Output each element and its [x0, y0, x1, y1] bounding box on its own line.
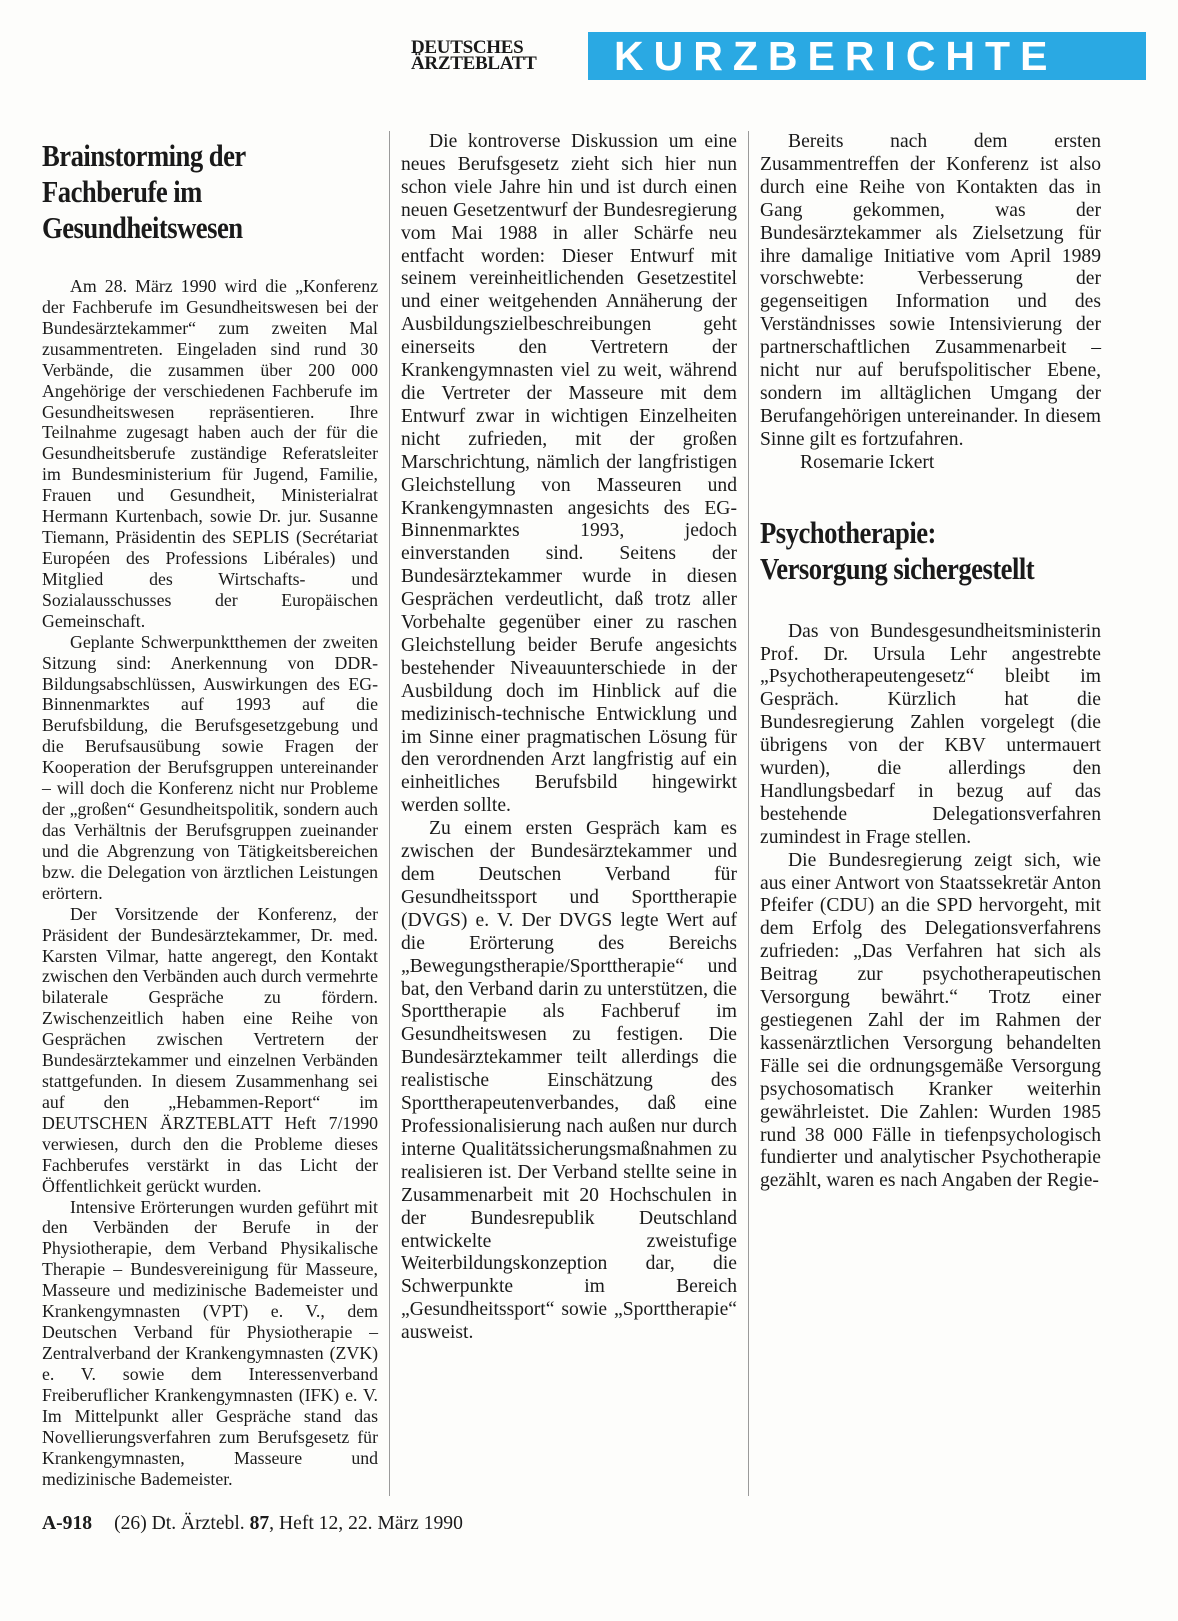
column-divider: [389, 131, 390, 1496]
article-2-paragraph: Die Bundesregierung zeigt sich, wie aus einer Antwort von Staatssekretär Anton Pfeifer (CDU) an die SPD hervorgeht, mit dem Erfolg des Delegationsverfahrens zufrieden: „Das Verfahren hat sich als Beitrag zur psychotherapeutischen Versorgung bewährt.“ Trotz einer gestiegenen Zahl der im Rahmen der kassenärztlichen Versorgung behandelten Fälle sei die ordnungsgemäße Versorgung psychosomatisch Kranker weiterhin gewährleistet. Die Zahlen: Wurden 1985 rund 38 000 Fälle in tiefenpsychologisch fundierter und analytischer Psychotherapie gezählt, waren es nach Angaben der Regie-: [760, 849, 1101, 1192]
citation-start: (26) Dt. Ärztebl.: [114, 1513, 245, 1534]
article-2-title-line: Psychotherapie:: [760, 514, 936, 550]
page-footer: [42, 1512, 463, 1535]
article-2-title-line: Versorgung sichergestellt: [760, 550, 1035, 586]
article-1-title: [42, 138, 378, 246]
article-1-paragraph: Geplante Schwerpunktthemen der zweiten Sitzung sind: Anerkennung von DDR-Bildungsabschlüssen, Auswirkungen des EG-Binnenmarktes auf 1993 auf die Berufsbildung, die Berufsgesetzgebung und die Berufsausübung sowie Fragen der Kooperation der Berufsgruppen untereinander – will doch die Konferenz nicht nur Probleme der „großen“ Gesundheitspolitik, sondern auch das Verhältnis der Berufsgruppen zueinander und die Abgrenzung von Tätigkeitsbereichen bzw. die Delegation von ärztlichen Leistungen erörtern.: [42, 631, 378, 903]
volume-number: 87: [249, 1513, 270, 1534]
citation-end: , Heft 12, 22. März 1990: [269, 1513, 463, 1534]
column-2: [401, 131, 737, 1345]
article-1-paragraph: Intensive Erörterungen wurden geführt mit den Verbänden der Berufe in der Physiotherapie, dem Verband Physikalische Therapie – Bundesvereinigung für Masseure, Masseure und medizinische Bademeister und Krankengymnasten (VPT) e. V., dem Deutschen Verband für Physiotherapie – Zentralverband der Krankengymnasten (ZVK) e. V. sowie dem Interessenverband Freiberuflicher Krankengymnasten (IFK) e. V. Im Mittelpunkt aller Gespräche stand das Novellierungsverfahren zum Berufsgesetz für Krankengymnasten, Masseure und medizinische Bademeister.: [42, 1196, 378, 1489]
article-2-title: [760, 515, 1101, 587]
article-2-paragraph: Das von Bundesgesundheitsministerin Prof. Dr. Ursula Lehr angestrebte „Psychotherapeutengesetz“ bleibt im Gespräch. Kürzlich hat die Bundesregierung Zahlen vorgelegt (die übrigens von der KBV untermauert wurden), die allerdings den Handlungsbedarf in bezug auf das bestehende Delegationsverfahren zumindest in Frage stellen.: [760, 620, 1101, 848]
article-1-paragraph: Zu einem ersten Gespräch kam es zwischen der Bundesärztekammer und dem Deutschen Verband für Gesundheitssport und Sporttherapie (DVGS) e. V. Der DVGS legte Wert auf die Erörterung des Bereichs „Bewegungstherapie/Sporttherapie“ und bat, den Verband darin zu unterstützen, die Sporttherapie als Fachberuf im Gesundheitswesen zu festigen. Die Bundesärztekammer teilt allerdings die realistische Einschätzung des Sporttherapeutenverbandes, daß eine Professionalisierung nach außen nur durch interne Qualitätssicherungsmaßnahmen zu realisieren ist. Der Verband stellte seine in Zusammenarbeit mit 20 Hochschulen in der Bundesrepublik Deutschland entwickelte zweistufige Weiterbildungskonzeption dar, die Schwerpunkte im Bereich „Gesundheitssport“ sowie „Sporttherapie“ ausweist.: [401, 818, 737, 1344]
article-1-title-line: Gesundheitswesen: [42, 210, 243, 245]
journal-logo: [411, 37, 581, 74]
article-1-title-line: Fachberufe im: [42, 174, 202, 209]
column-3: [760, 131, 1101, 1193]
article-1-paragraph: Die kontroverse Diskussion um eine neues Berufsgesetz zieht sich hier nun schon viele Jahre hin und ist durch einen neuen Gesetzentwurf der Bundesregierung vom Mai 1988 in aller Schärfe neu entfacht worden: Dieser Entwurf mit seinem vereinheitlichenden Gesetzestitel und einer weitgehenden Annäherung der Ausbildungszielbeschreibungen geht einerseits den Vertretern der Krankengymnasten viel zu weit, während die Vertreter der Masseure mit dem Entwurf zwar in wichtigen Einzelheiten nicht zufrieden, mit der großen Marschrichtung, nämlich der langfristigen Gleichstellung von Masseuren und Krankengymnasten angesichts des EG-Binnenmarktes 1993, jedoch einverstanden sind. Seitens der Bundesärztekammer wurde in diesen Gesprächen verdeutlicht, daß trotz aller Vorbehalte gegenüber einer zu raschen Gleichstellung beider Berufe angesichts bestehender Niveauunterschiede in der Ausbildung doch im Hinblick auf die medizinisch-technische Entwicklung und im Sinne einer pragmatischen Lösung für den verordnenden Arzt langfristig auf ein einheitliches Berufsbild hingewirkt werden sollte.: [401, 131, 737, 817]
article-1-title-line: Brainstorming der: [42, 138, 246, 173]
article-1-paragraph: Bereits nach dem ersten Zusammentreffen der Konferenz ist also durch eine Reihe von Kontakten das in Gang gekommen, was der Bundesärztekammer als Zielsetzung für ihre damalige Initiative vom April 1989 vorschwebte: Verbesserung der gegenseitigen Information und des Verständnisses sowie Intensivierung der partnerschaftlichen Zusammenarbeit – nicht nur auf berufspolitischer Ebene, sondern im alltäglichen Umgang der Berufangehörigen untereinander. In diesem Sinne gilt es fortzufahren.: [760, 131, 1101, 450]
article-1-paragraph: Am 28. März 1990 wird die „Konferenz der Fachberufe im Gesundheitswesen bei der Bundesärztekammer“ zum zweiten Mal zusammentreten. Eingeladen sind rund 30 Verbände, die zusammen über 200 000 Angehörige der verschiedenen Fachberufe im Gesundheitswesen repräsentieren. Ihre Teilnahme zugesagt haben auch der für die Gesundheitsberufe zuständige Referatsleiter im Bundesministerium für Jugend, Familie, Frauen und Gesundheit, Ministerialrat Hermann Kurtenbach, sowie Dr. jur. Susanne Tiemann, Präsidentin des SEPLIS (Secrétariat Européen des Professions Libérales) und Mitglied des Wirtschafts- und Sozialausschusses der Europäischen Gemeinschaft.: [42, 276, 378, 631]
journal-logo-line1: DEUTSCHES: [411, 37, 524, 58]
section-banner: KURZBERICHTE: [588, 32, 1146, 80]
column-1: [42, 138, 378, 1489]
article-1-paragraph: Der Vorsitzende der Konferenz, der Präsident der Bundesärztekammer, Dr. med. Karsten Vilmar, hatte angeregt, den Kontakt zwischen den Verbänden auch durch vermehrte bilaterale Gespräche zu fördern. Zwischenzeitlich haben eine Reihe von Gesprächen zwischen Vertretern der Bundesärztekammer und einzelnen Verbänden stattgefunden. In diesem Zusammenhang sei auf den „Hebammen-Report“ im DEUTSCHEN ÄRZTEBLATT Heft 7/1990 verwiesen, durch den die Probleme dieses Fachberufes verstärkt in das Licht der Öffentlichkeit gerückt wurden.: [42, 903, 378, 1196]
journal-logo-line2: ÄRZTEBLATT: [411, 53, 537, 74]
page-number: A-918: [42, 1513, 93, 1534]
author-byline: Rosemarie Ickert: [800, 451, 935, 473]
column-divider: [748, 131, 749, 1496]
